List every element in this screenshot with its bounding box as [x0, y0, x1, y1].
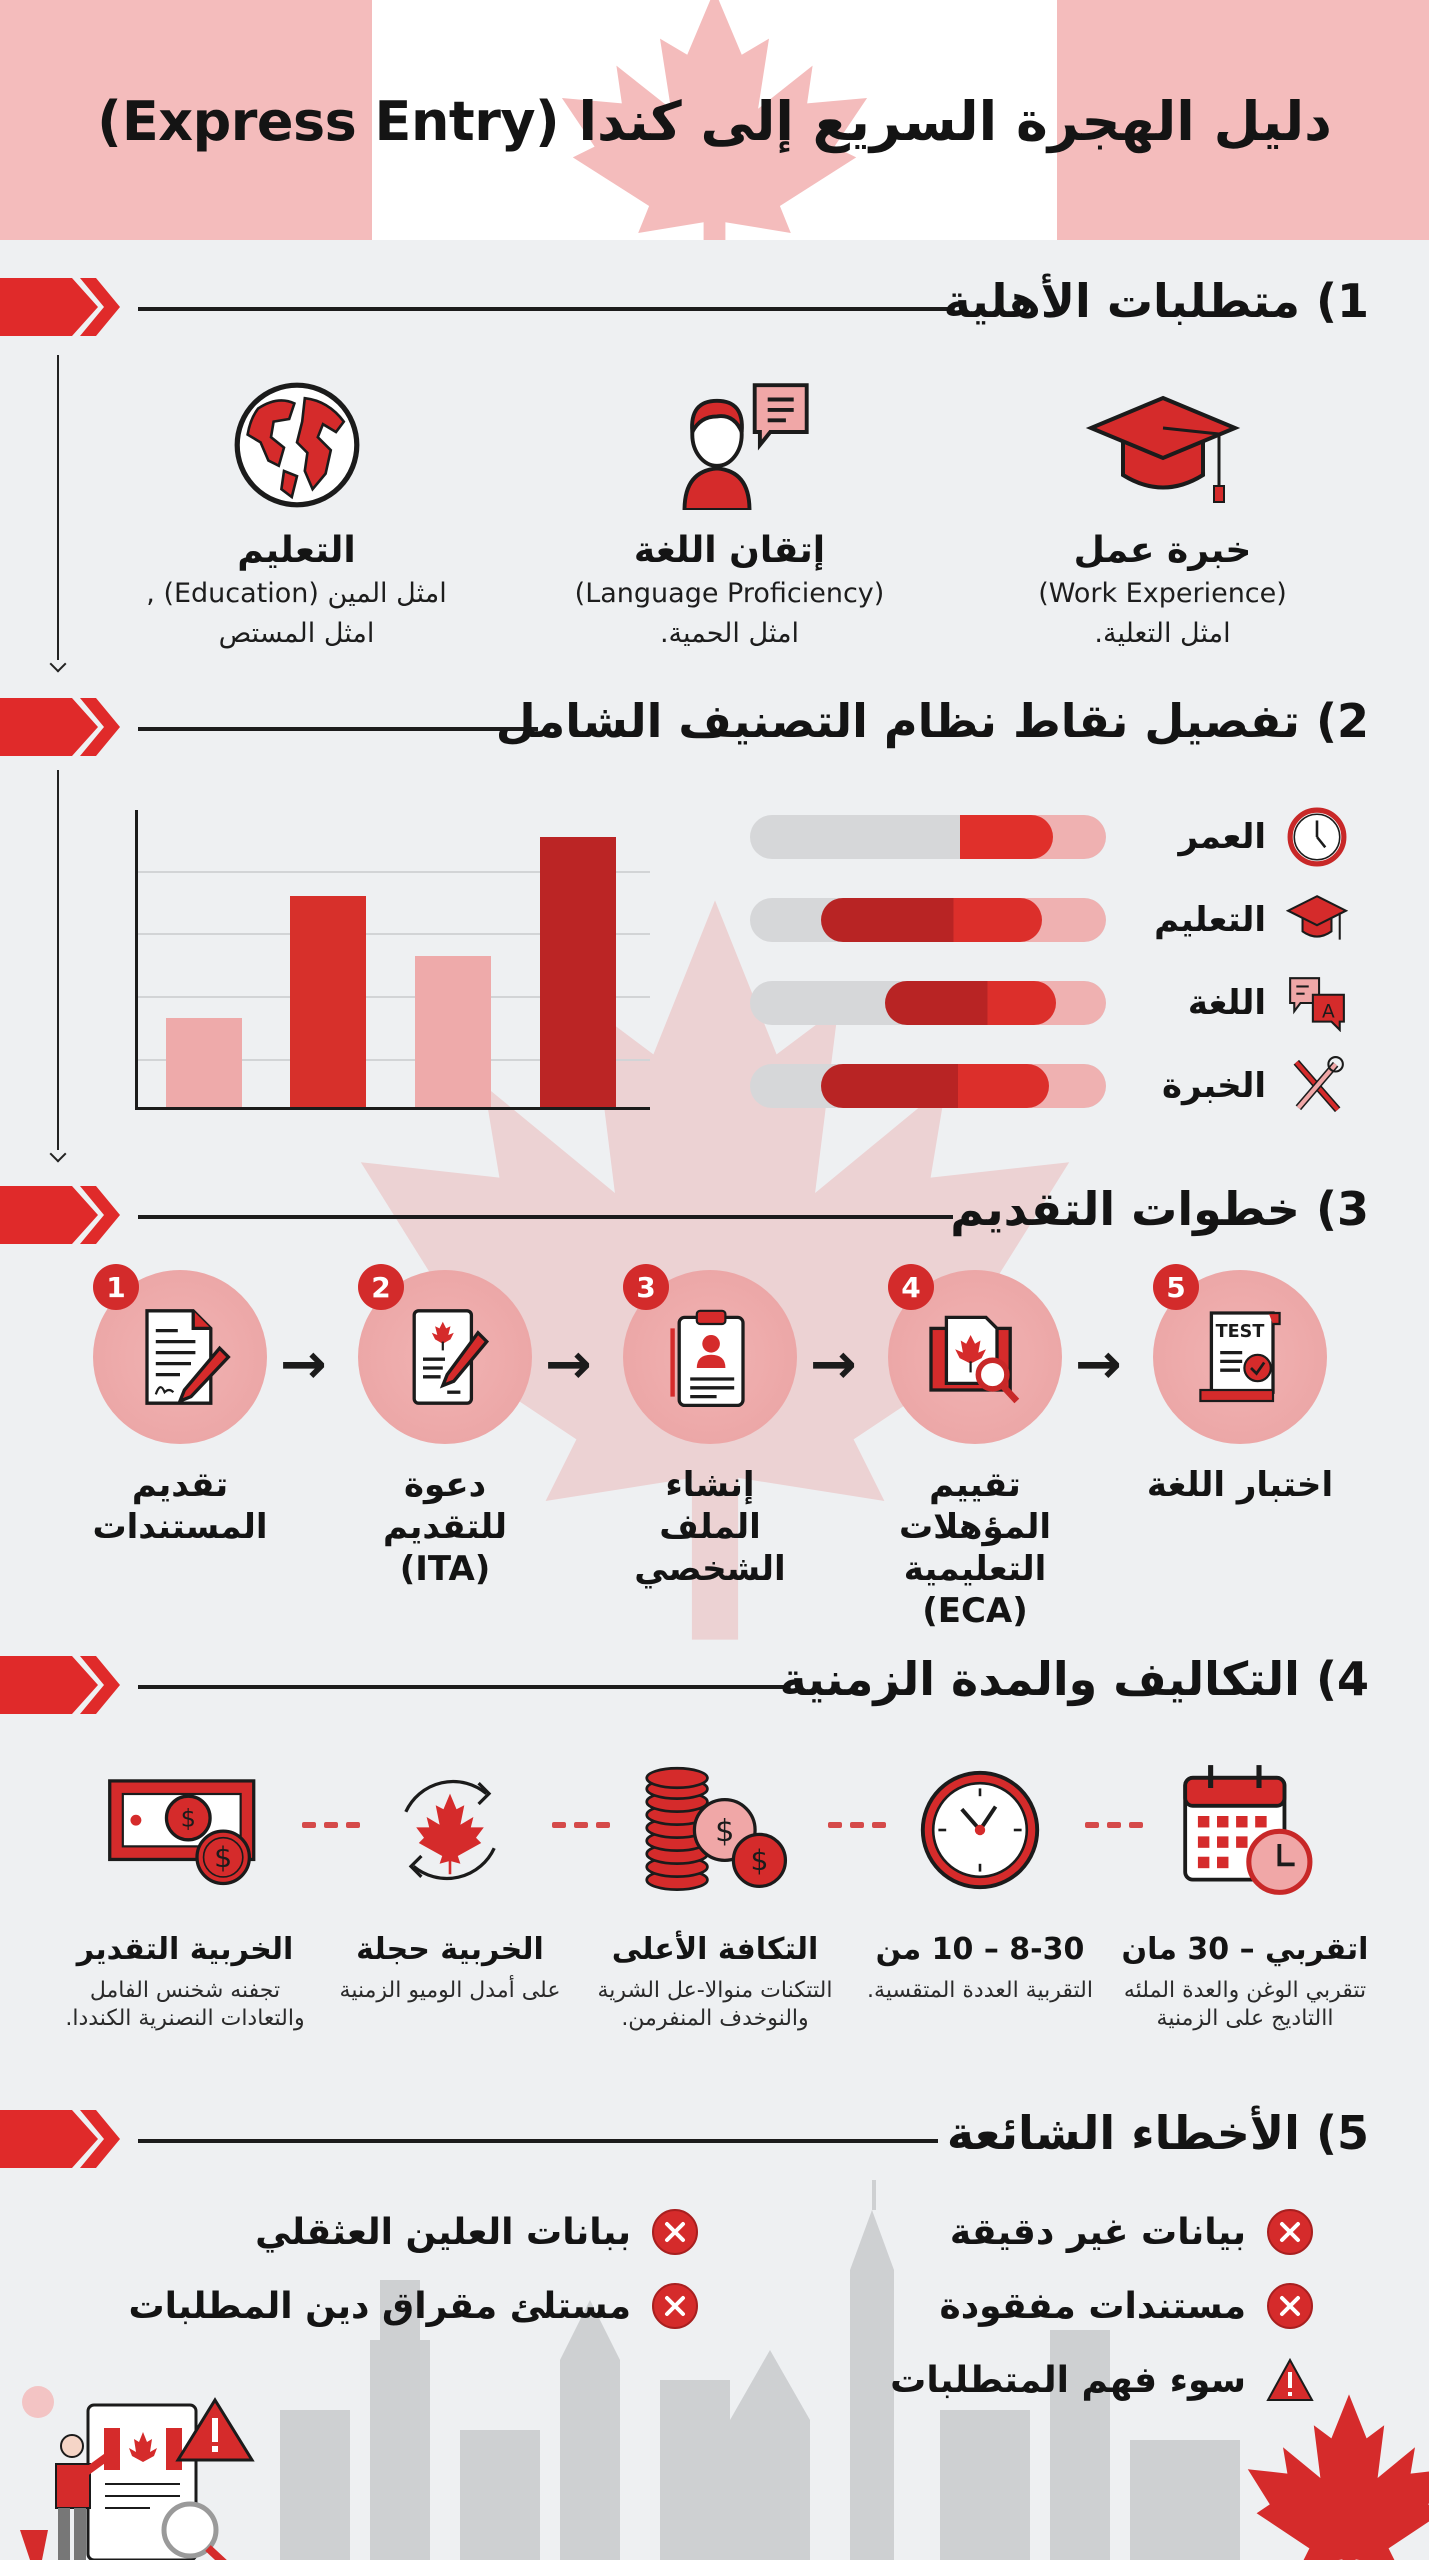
- mistake-text: ببانات العلين العثقلي: [255, 2211, 631, 2253]
- section-rule: [138, 2139, 938, 2143]
- chart-bar: [540, 837, 616, 1107]
- section-rule: [138, 1685, 788, 1689]
- svg-text:$: $: [180, 1804, 196, 1833]
- factor-progress-bar: [750, 815, 1106, 859]
- step-number-badge: 5: [1153, 1264, 1199, 1310]
- mistake-text: سوء فهم المتطلبات: [890, 2359, 1246, 2401]
- step-label: إنشاء الملف الشخصي: [634, 1465, 786, 1589]
- crs-factor-list: [750, 795, 1350, 1127]
- cost-description: التتكنات منوالا-عل الشرية والنوخدف المنفرمن.: [597, 1978, 833, 2031]
- flow-arrow-down-icon: [52, 770, 64, 1160]
- arrow-right-icon: →: [1075, 1332, 1122, 1397]
- step-circle: [623, 1270, 797, 1444]
- step-4: [875, 1270, 1075, 1632]
- step-number-badge: 3: [623, 1264, 669, 1310]
- step-circle: [1153, 1270, 1327, 1444]
- chart-bar: [290, 896, 366, 1107]
- section-rule: [138, 727, 538, 731]
- section-header-mistakes: [0, 2102, 1429, 2172]
- tools-icon: [1284, 1053, 1350, 1119]
- factor-label: التعليم: [1154, 899, 1266, 940]
- factor-label: الخبرة: [1161, 1065, 1266, 1106]
- section-title: 1) متطلبات الأهلية: [943, 274, 1369, 328]
- factor-education: [750, 878, 1350, 961]
- mistake-item: [890, 2195, 1314, 2269]
- step-label: اختبار اللغة: [1146, 1465, 1334, 1505]
- cost-item-3: [590, 1760, 840, 2033]
- graduation-cap-icon: [1284, 887, 1350, 953]
- mistake-text: مستلئ مقراق دين المطلبات: [128, 2285, 631, 2327]
- warning-triangle-icon: [1266, 2356, 1314, 2404]
- chevron-tab-icon: [0, 2110, 120, 2168]
- cost-description: التقربية العددة المتقسية.: [867, 1978, 1093, 2003]
- step-number-badge: 2: [358, 1264, 404, 1310]
- maple-cycle-icon: [325, 1760, 575, 1900]
- cost-item-2: [855, 1760, 1105, 2005]
- mistake-item: [890, 2269, 1314, 2343]
- document-maple-pen-icon: [390, 1302, 500, 1412]
- graduation-cap-icon: [946, 360, 1379, 510]
- banknote-coins-icon: [60, 1760, 310, 1900]
- person-reviewing-document-illustration: [0, 2360, 270, 2560]
- step-2: [345, 1270, 545, 1590]
- eligibility-item-language: [513, 360, 946, 660]
- factor-experience: [750, 1044, 1350, 1127]
- crs-bar-chart: [135, 810, 650, 1110]
- person-speech-icon: [513, 360, 946, 510]
- mistakes-left-column: [128, 2195, 699, 2343]
- chevron-tab-icon: [0, 698, 120, 756]
- x-circle-icon: [1266, 2282, 1314, 2330]
- arrow-right-icon: →: [545, 1332, 592, 1397]
- clipboard-profile-icon: [655, 1302, 765, 1412]
- factor-progress-bar: [750, 898, 1106, 942]
- step-circle: [93, 1270, 267, 1444]
- section-header-eligibility: [0, 270, 1429, 340]
- document-magnifier-icon: [920, 1302, 1030, 1412]
- cost-description: تتقربي الوغن والعدة الملئه االتاديج على الزمنية: [1123, 1978, 1367, 2031]
- section-title: 3) خطوات التقديم: [950, 1182, 1369, 1236]
- step-circle: [358, 1270, 532, 1444]
- language-chat-icon: [1284, 970, 1350, 1036]
- mistake-item: [890, 2343, 1314, 2417]
- mistake-item: [128, 2195, 699, 2269]
- section-title: 4) التكاليف والمدة الزمنية: [779, 1652, 1369, 1706]
- cost-heading: التكافة الأعلى: [611, 1932, 819, 1967]
- step-3: [610, 1270, 810, 1590]
- eligibility-item-work-experience: [946, 360, 1379, 660]
- mistakes-right-column: [890, 2195, 1314, 2417]
- mistake-item: [128, 2269, 699, 2343]
- step-5: [1140, 1270, 1340, 1506]
- application-steps: [80, 1270, 1360, 1630]
- factor-language: [750, 961, 1350, 1044]
- test-certificate-icon: [1185, 1302, 1295, 1412]
- mistake-text: بيانات غير دقيقة: [949, 2211, 1246, 2253]
- mistake-text: مستندات مفقودة: [939, 2285, 1246, 2327]
- cost-item-5: [60, 1760, 310, 2033]
- eligibility-note: امثل التعلية.: [1094, 618, 1231, 649]
- section-rule: [138, 1215, 953, 1219]
- section-title: 5) الأخطاء الشائعة: [946, 2106, 1369, 2160]
- section-header-costs: [0, 1648, 1429, 1718]
- section-title: 2) تفصيل نقاط نظام التصنيف الشامل: [495, 694, 1369, 748]
- cost-heading: اتقربي – 30 مان: [1121, 1932, 1369, 1967]
- svg-text:$: $: [750, 1844, 769, 1878]
- eligibility-list: [80, 360, 1380, 660]
- globe-icon: [80, 360, 513, 510]
- chevron-tab-icon: [0, 278, 120, 336]
- clock-icon: [855, 1760, 1105, 1900]
- arrow-right-icon: →: [280, 1332, 327, 1397]
- chevron-tab-icon: [0, 1656, 120, 1714]
- cost-item-1: [1120, 1760, 1370, 2033]
- x-circle-icon: [1266, 2208, 1314, 2256]
- cost-heading: 8-30 – 10 من: [875, 1932, 1085, 1967]
- chart-bar: [166, 1018, 242, 1107]
- step-circle: [888, 1270, 1062, 1444]
- x-circle-icon: [651, 2208, 699, 2256]
- svg-text:A: A: [1322, 1000, 1335, 1022]
- section-header-crs: [0, 690, 1429, 760]
- step-label: دعوة للتقديم (ITA): [382, 1465, 508, 1589]
- eligibility-item-education: [80, 360, 513, 660]
- document-sign-icon: [125, 1302, 235, 1412]
- factor-age: [750, 795, 1350, 878]
- cost-description: على أمدل الوميو الزمنية: [339, 1978, 561, 2003]
- x-axis: [135, 1107, 650, 1110]
- cost-heading: الخربية حجلة: [356, 1932, 544, 1967]
- step-1: [80, 1270, 280, 1548]
- eligibility-english: امثل المين (Education) ,: [146, 578, 447, 609]
- step-label: تقييم المؤهلات التعليمية (ECA): [898, 1465, 1052, 1631]
- svg-text:TEST: TEST: [1215, 1322, 1265, 1343]
- eligibility-name: التعليم: [237, 530, 356, 571]
- y-axis: [135, 810, 138, 1110]
- cost-description: تجفنه شخنس الفامل والتعادات النصنرية الكنددا.: [65, 1978, 305, 2031]
- arrow-right-icon: →: [810, 1332, 857, 1397]
- coin-stack-icon: [590, 1760, 840, 1900]
- clock-icon: [1284, 804, 1350, 870]
- x-circle-icon: [651, 2282, 699, 2330]
- eligibility-english: (Work Experience): [1038, 578, 1287, 609]
- svg-text:$: $: [214, 1841, 233, 1875]
- section-header-steps: [0, 1178, 1429, 1248]
- chart-bar: [415, 956, 491, 1107]
- cost-item-4: [325, 1760, 575, 2005]
- costs-timeline: [60, 1760, 1380, 2060]
- eligibility-name: خبرة عمل: [1073, 530, 1252, 571]
- flow-arrow-down-icon: [52, 355, 64, 670]
- step-number-badge: 4: [888, 1264, 934, 1310]
- factor-progress-bar: [750, 1064, 1106, 1108]
- calendar-clock-icon: [1120, 1760, 1370, 1900]
- eligibility-note: امثل الحمية.: [659, 618, 800, 649]
- step-number-badge: 1: [93, 1264, 139, 1310]
- factor-label: اللغة: [1187, 982, 1266, 1023]
- page-title: دليل الهجرة السريع إلى كندا (Express Entry): [97, 90, 1332, 153]
- eligibility-name: إتقان اللغة: [633, 530, 826, 571]
- step-label: تقديم المستندات: [92, 1465, 268, 1547]
- eligibility-english: (Language Proficiency): [574, 578, 885, 609]
- factor-progress-bar: [750, 981, 1106, 1025]
- svg-text:$: $: [715, 1813, 735, 1849]
- chevron-tab-icon: [0, 1186, 120, 1244]
- factor-label: العمر: [1178, 816, 1266, 857]
- section-rule: [138, 307, 950, 311]
- eligibility-note: امثل المستص: [218, 618, 375, 649]
- cost-heading: الخربية التقدير: [76, 1932, 294, 1967]
